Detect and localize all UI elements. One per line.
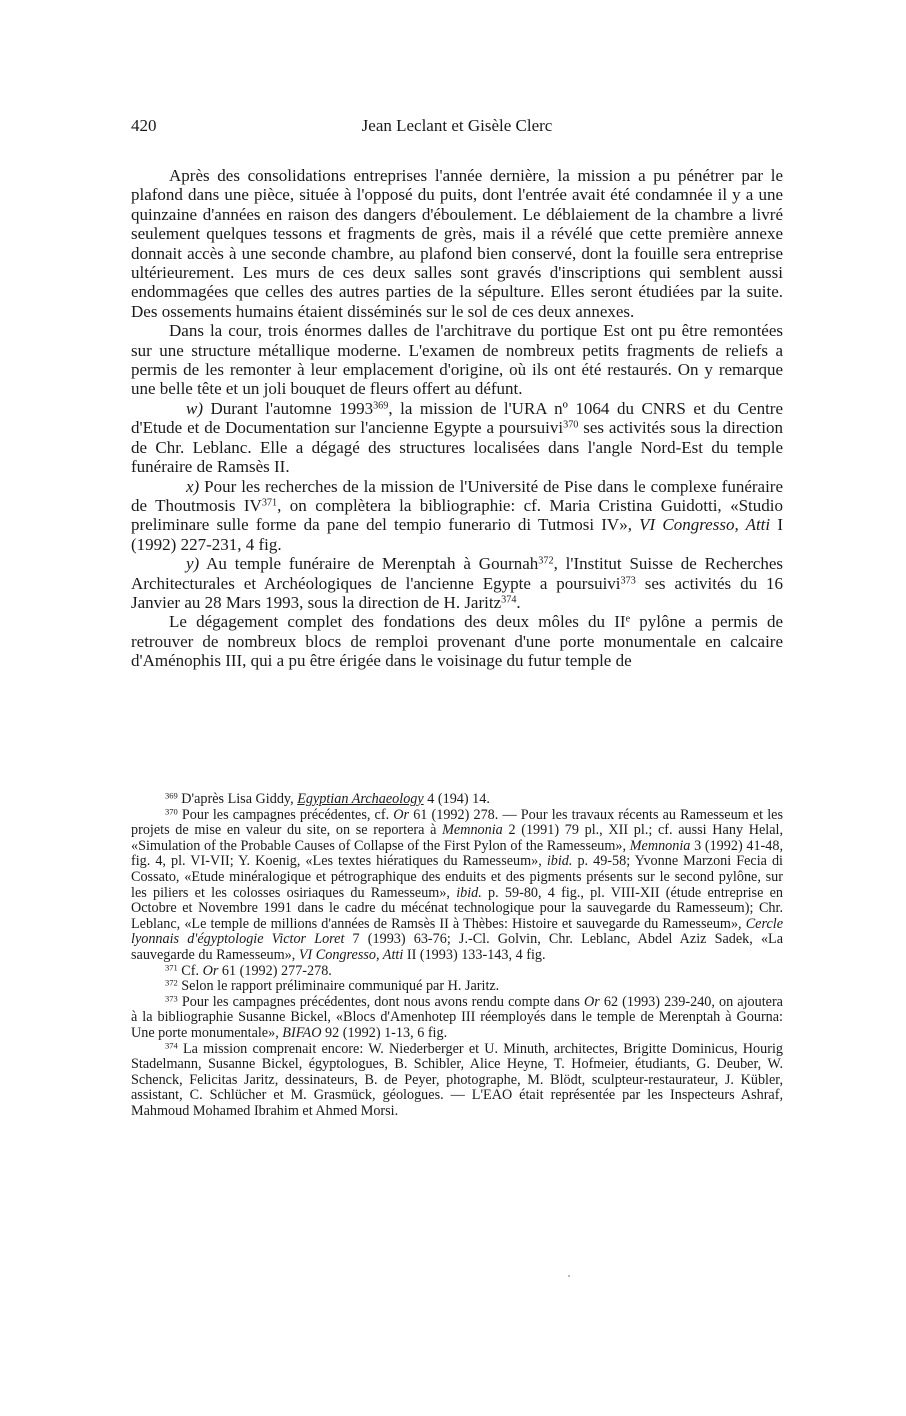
scan-speck (568, 1275, 570, 1277)
footnote-370: $^{370}$ Pour les campagnes précédentes, cf. Or 61 (1992) 278. — Pour les travaux récents au Ramesseum et les projets de mise en valeur du site, on se reportera à Memnonia 2 (1991) 79 pl., XII pl.; cf. aussi Hany Helal, «Simulation of the Probable Causes of Collapse of the First Pylon of the Ramesseum», Memnonia 3 (1992) 41-48, fig. 4, pl. VI-VII; Y. Koenig, «Les textes hiératiques du Ramesseum», ibid. p. 49-58; Yvonne Marzoni Fecia di Cossato, «Etude minéralogique et pétrographique des enduits et des pigments présents sur le second pylône, sur les piliers et les colosses osiriaques du Ramesseum», ibid. p. 59-80, 4 fig., pl. VIII-XII (étude entreprise en Octobre et Novembre 1991 dans le cadre du mécénat technologique pour la sauvegarde du Ramesseum); Chr. Leblanc, «Le temple de millions d'années de Ramsès II à Thèbes: Histoire et sauvegarde du Ramesseum», Cercle lyonnais d'égyptologie Victor Loret 7 (1993) 63-76; J.-Cl. Golvin, Chr. Leblanc, Abdel Aziz Sadek, «La sauvegarde du Ramesseum», VI Congresso, Atti II (1993) 133-143, 4 fig. (131, 805, 783, 963)
page-header (131, 116, 783, 140)
footnote-ref-369[interactable]: 369 (373, 400, 389, 412)
footnote-373: $^{373}$ Pour les campagnes précédentes, dont nous avons rendu compte dans Or 62 (1993) 239-240, on ajoutera à la bibliographie Susanne Bickel, «Blocs d'Amenhotep III réemployés dans le temple de Merenptah à Gourna: Une porte monumentale», BIFAO 92 (1992) 1-13, 6 fig. (131, 993, 783, 1041)
footnote-ref-374[interactable]: 374 (501, 594, 517, 606)
footnote-371: $^{371}$ Cf. Or 61 (1992) 277-278. (165, 961, 332, 979)
paragraph-y: y) Au temple funéraire de Merenptah à Gournah$^{372}$, l'Institut Suisse de Recherches Architecturales et Archéologiques de l'ancienne Egypte a poursuivi$^{373}$ ses activités du 16 Janvier au 28 Mars 1993, sous la direction de H. Jaritz$^{374}$. (131, 554, 784, 612)
item-label-x: x) (186, 476, 200, 496)
item-label-w: w) (186, 398, 203, 418)
footnote-ref-372[interactable]: 372 (538, 555, 554, 567)
footnote-374: $^{374}$ La mission comprenait encore: W. Niederberger et U. Minuth, architectes, Brigitte Dominicus, Hourig Stadelmann, Susanne Bickel, égyptologues, B. Schibler, Alice Heyne, T. Hofmeier, étudiants, G. Deuber, W. Schenck, Felicitas Jaritz, dessinateurs, B. de Peyer, photographe, M. Blödt, sculpteur-restaurateur, J. Kübler, assistant, C. Schlücher et M. Grasmück, géologues. — L'EAO était représentée par les Inspecteurs Ashraf, Mahmoud Mohamed Ibrahim et Ahmed Morsi. (131, 1039, 783, 1119)
footnote-369: $^{369}$ D'après Lisa Giddy, Egyptian Archaeology 4 (194) 14. (165, 790, 490, 807)
page-number: 420 (131, 116, 157, 135)
paragraph-x: x) Pour les recherches de la mission de l'Université de Pise dans le complexe funéraire de Thoutmosis IV$^{371}$, on complètera la bibliographie: cf. Maria Cristina Guidotti, «Studio preliminare sulle forme da pane del tempio funerario di Tutmosi IV», VI Congresso, Atti I (1992) 227-231, 4 fig. (131, 476, 783, 554)
paragraph-2: Dans la cour, trois énormes dalles de l'architrave du portique Est ont pu être remontées sur une structure métallique moderne. L'examen de nombreux petits fragments de reliefs a permis de les remonter à leur emplacement d'origine, où ils ont été restaurés. On y remarque une belle tête et un joli bouquet de fleurs offert au défunt. (131, 321, 783, 399)
footnote-372: $^{372}$ Selon le rapport préliminaire communiqué par H. Jaritz. (165, 977, 500, 995)
main-text (131, 166, 783, 671)
paragraph-1: Après des consolidations entreprises l'année dernière, la mission a pu pénétrer par le plafond dans une pièce, située à l'opposé du puits, dont l'entrée avait été condamnée il y a une quinzaine d'années en raison des dangers d'éboulement. Le déblaiement de la chambre a livré seulement quelques tessons et fragments de grès, mais il a révélé que cette première annexe donnait accès à une seconde chambre, au plafond bien conservé, dont la fouille sera entreprise ultérieurement. Les murs de ces deux salles sont gravés d'inscriptions qui semblent aussi endommagées que celles des autres parties de la sépulture. Elles seront étudiées par la suite. Des ossements humains étaient disséminés sur le sol de ces deux annexes. (131, 166, 783, 321)
footnote-ref-373[interactable]: 373 (620, 574, 636, 586)
footnote-ref-371[interactable]: 371 (261, 497, 278, 509)
footnotes (131, 792, 783, 1119)
running-title: Jean Leclant et Gisèle Clerc (361, 116, 553, 135)
paragraph-6: Le dégagement complet des fondations des deux môles du IIe pylône a permis de retrouver de nombreux blocs de remploi provenant d'une porte monumentale en calcaire d'Aménophis III, qui a pu être érigée dans le voisinage du futur temple de (131, 612, 783, 671)
item-label-y: y) (186, 554, 200, 574)
paragraph-w: w) Durant l'automne 1993$^{369}$, la mission de l'URA nº 1064 du CNRS et du Centre d'Etude et de Documentation sur l'ancienne Egypte a poursuivi$^{370}$ ses activités sous la direction de Chr. Leblanc. Elle a dégagé des structures localisées dans l'angle Nord-Est du temple funéraire de Ramsès II. (131, 398, 784, 477)
footnote-ref-370[interactable]: 370 (563, 419, 579, 431)
